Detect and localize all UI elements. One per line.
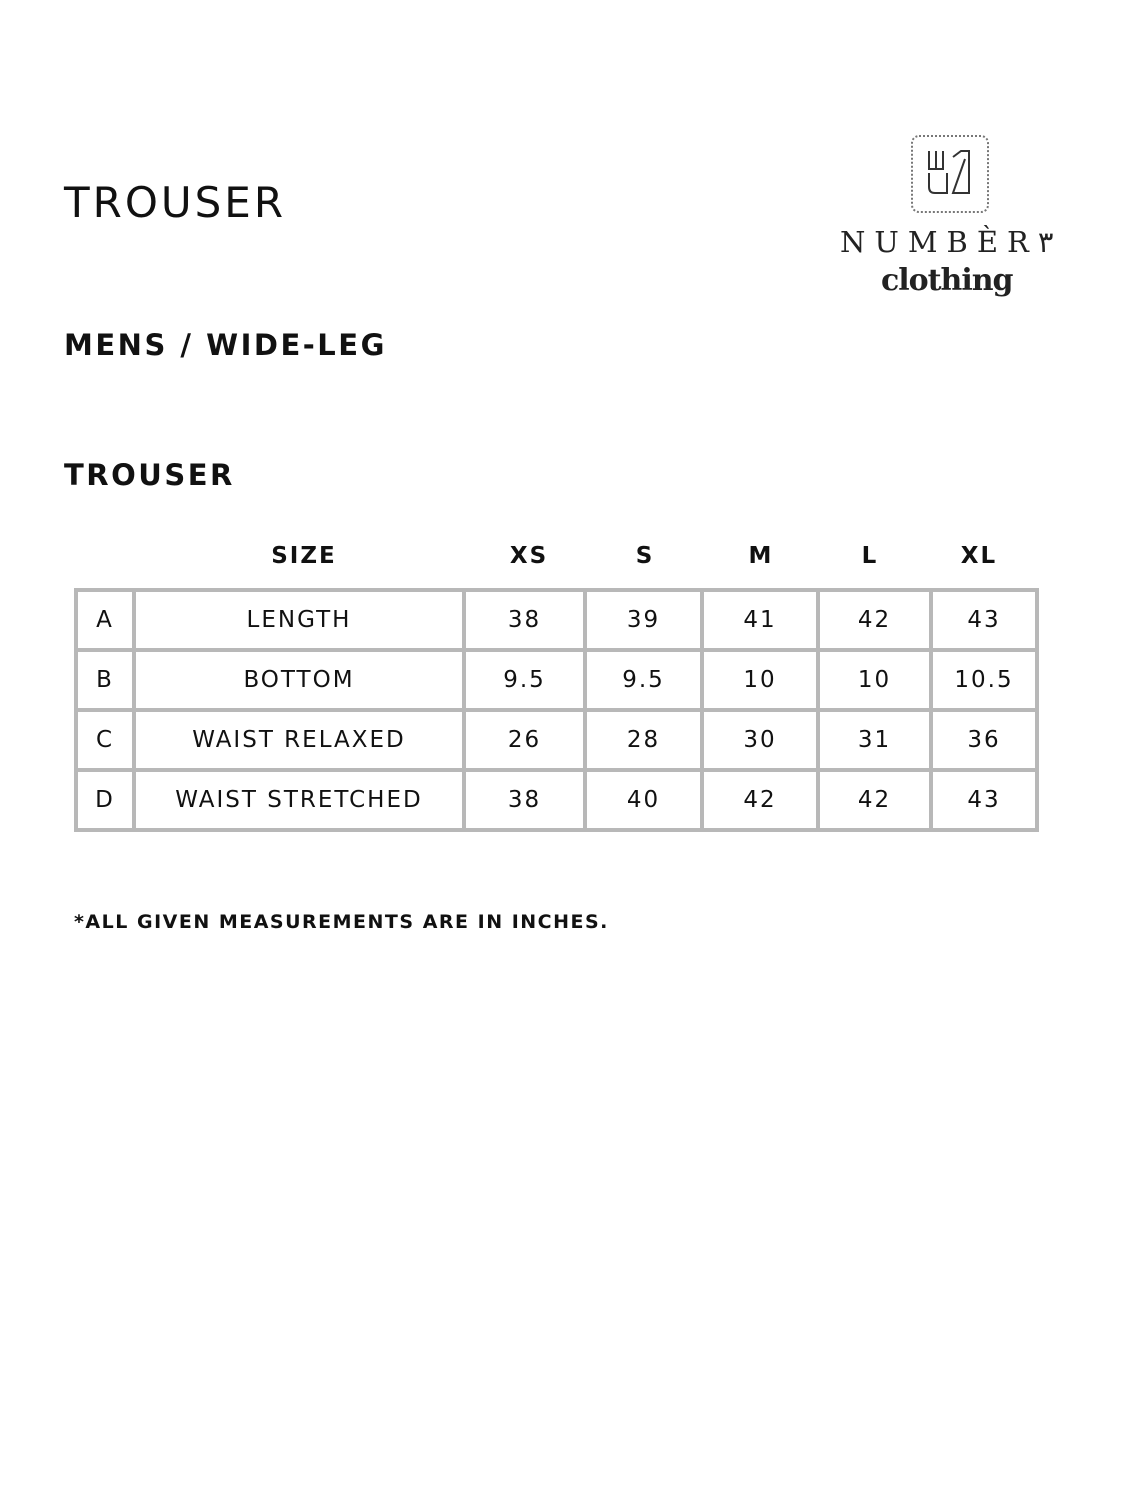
header-s: S: [635, 543, 655, 569]
measurement-cell: 28: [585, 710, 702, 770]
row-label: WAIST STRETCHED: [134, 770, 464, 830]
measurement-cell: 40: [585, 770, 702, 830]
size-chart-table: [74, 588, 1039, 832]
measurement-cell: 36: [931, 710, 1037, 770]
measurement-cell: 43: [931, 770, 1037, 830]
section-heading: TROUSER: [64, 458, 235, 492]
category-heading: MENS / WIDE-LEG: [64, 328, 387, 362]
table-row: [76, 770, 1037, 830]
logo-subtitle: clothing: [881, 263, 1013, 298]
measurement-cell: 38: [464, 590, 585, 650]
measurement-cell: 43: [931, 590, 1037, 650]
page-title: TROUSER: [64, 178, 287, 227]
measurement-cell: 26: [464, 710, 585, 770]
header-xs: XS: [509, 543, 549, 569]
measurement-cell: 10: [818, 650, 931, 710]
measurement-cell: 42: [818, 590, 931, 650]
row-code: A: [76, 590, 134, 650]
measurement-cell: 41: [702, 590, 818, 650]
measurement-cell: 10: [702, 650, 818, 710]
logo-wordmark: NUMBÈR٣: [840, 225, 1054, 259]
measurement-cell: 39: [585, 590, 702, 650]
header-xl: XL: [960, 543, 998, 569]
header-m: M: [748, 543, 774, 569]
measurement-cell: 42: [702, 770, 818, 830]
measurement-cell: 38: [464, 770, 585, 830]
table-row: [76, 650, 1037, 710]
row-code: B: [76, 650, 134, 710]
row-code: C: [76, 710, 134, 770]
header-l: L: [861, 543, 879, 569]
table-row: [76, 590, 1037, 650]
measurement-cell: 9.5: [585, 650, 702, 710]
row-label: WAIST RELAXED: [134, 710, 464, 770]
measurement-cell: 42: [818, 770, 931, 830]
row-label: LENGTH: [134, 590, 464, 650]
header-size: SIZE: [271, 543, 337, 569]
measurement-note: *ALL GIVEN MEASUREMENTS ARE IN INCHES.: [74, 911, 609, 933]
table-row: [76, 710, 1037, 770]
measurement-cell: 9.5: [464, 650, 585, 710]
measurement-cell: 30: [702, 710, 818, 770]
brand-logo: [835, 133, 1070, 303]
logo-monogram-icon: [925, 147, 973, 197]
measurement-cell: 10.5: [931, 650, 1037, 710]
row-label: BOTTOM: [134, 650, 464, 710]
measurement-cell: 31: [818, 710, 931, 770]
row-code: D: [76, 770, 134, 830]
